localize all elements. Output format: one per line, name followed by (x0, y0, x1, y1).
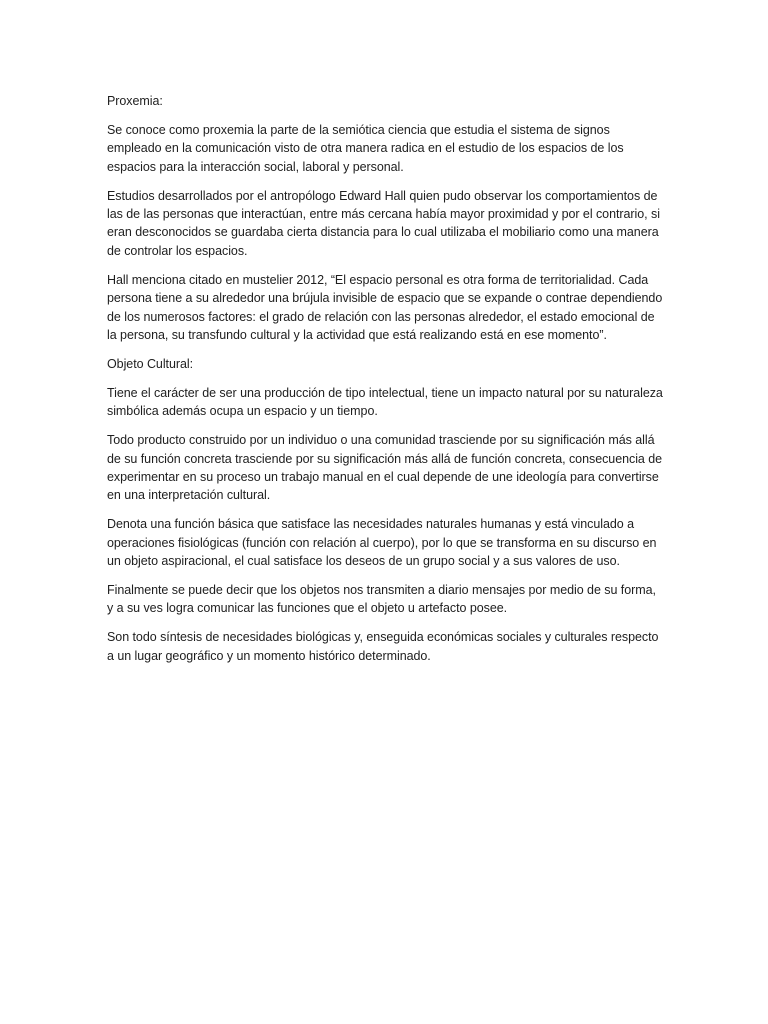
document-body (107, 92, 663, 676)
paragraph-sintesis: Son todo síntesis de necesidades biológicas y, enseguida económicas sociales y culturales respecto a un lugar geográfico y un momento histórico determinado. (107, 630, 659, 663)
paragraph-edward-hall-studies: Estudios desarrollados por el antropólogo Edward Hall quien pudo observar los comportamientos de las de las personas que interactúan, entre más cercana había mayor proximidad y por el contrario, si eran desconocidos se guardaba cierta distancia para lo cual utilizaba el mobiliario como una manera de controlar los espacios. (107, 188, 660, 258)
paragraph-producto-construido: Todo producto construido por un individuo o una comunidad trasciende por su significación más allá de su función concreta trasciende por su significación más allá de función concreta, consecuencia de experimentar en su proceso un trabajo manual en el cual depende de une ideología para convertirse en una interpretación cultural. (107, 433, 663, 503)
paragraph-objeto-cultural-caracter: Tiene el carácter de ser una producción de tipo intelectual, tiene un impacto natural por su naturaleza simbólica además ocupa un espacio y un tiempo. (107, 385, 663, 419)
section-heading-objeto-cultural: Objeto Cultural: (107, 356, 194, 371)
paragraph-funcion-basica: Denota una función básica que satisface las necesidades naturales humanas y está vinculado a operaciones fisiológicas (función con relación al cuerpo), por lo que se transforma en su discurso en un objeto aspiracional, el cual satisface los deseos de un grupo social y a sus valores de uso. (107, 517, 657, 569)
section-heading-proxemia: Proxemia: (107, 94, 163, 108)
paragraph-finalmente: Finalmente se puede decir que los objetos nos transmiten a diario mensajes por medio de su forma, y a su ves logra comunicar las funciones que el objeto u artefacto posee. (107, 582, 656, 616)
paragraph-hall-quote: Hall menciona citado en mustelier 2012, “El espacio personal es otra forma de territorialidad. Cada persona tiene a su alrededor una brújula invisible de espacio que se expande o contrae dependiendo de los numerosos factores: el grado de relación con las personas alrededor, el estado emocional de la persona, su transfundo cultural y la actividad que está realizando está en ese momento”. (107, 272, 663, 342)
paragraph-proxemia-definition: Se conoce como proxemia la parte de la semiótica ciencia que estudia el sistema de signos empleado en la comunicación visto de otra manera radica en el estudio de los espacios de los espacios para la interacción social, laboral y personal. (107, 122, 624, 174)
